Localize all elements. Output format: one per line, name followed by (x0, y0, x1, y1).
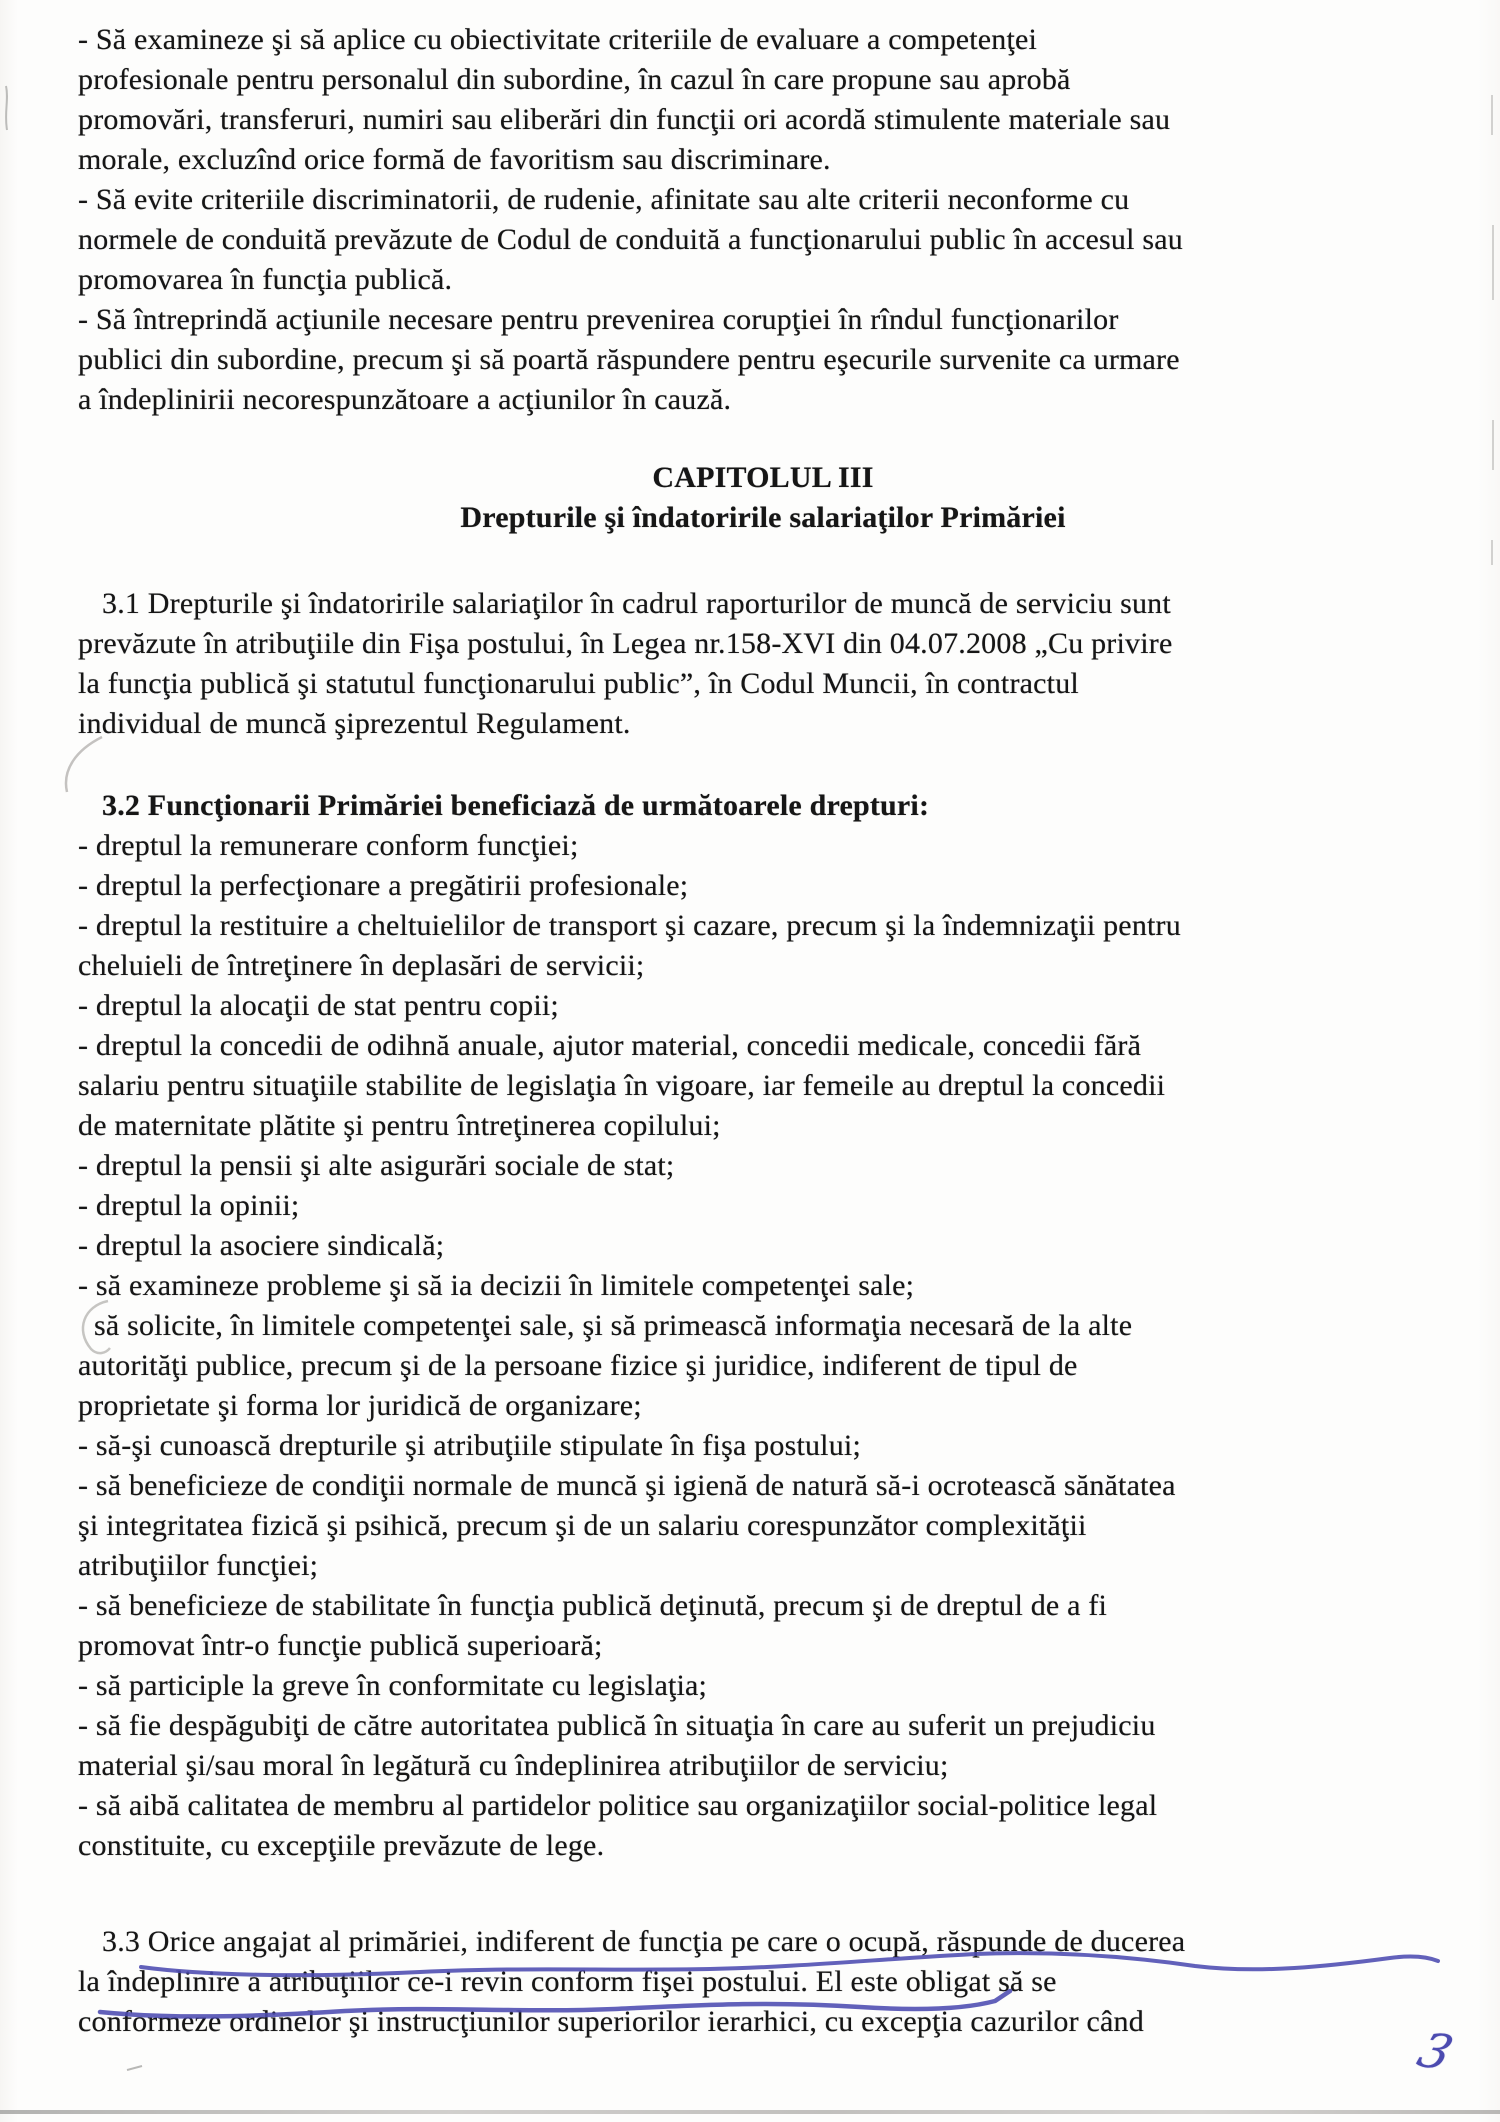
text-line: - dreptul la pensii şi alte asigurări sociale de stat; (78, 1149, 675, 1182)
text-line: - Să întreprindă acţiunile necesare pentru prevenirea corupţiei în rîndul funcţionarilor (78, 303, 1119, 336)
handwritten-page-number: 3 (1410, 2022, 1460, 2082)
text-line: promovat într-o funcţie publică superioară; (78, 1629, 603, 1662)
duties-list (78, 20, 1448, 420)
text-line: - să aibă calitatea de membru al partidelor politice sau organizaţiilor social-politice legal (78, 1789, 1158, 1822)
text-line: - să participle la greve în conformitate cu legislaţia; (78, 1669, 708, 1702)
text-line: cheluieli de întreţinere în deplasări de servicii; (78, 949, 645, 982)
scan-artifact-right-edge (1492, 95, 1493, 565)
text-line: normele de conduită prevăzute de Codul de conduită a funcţionarului public în accesul sau (78, 223, 1183, 256)
text-line: - dreptul la perfecţionare a pregătirii profesionale; (78, 869, 689, 902)
text-line: - dreptul la asociere sindicală; (78, 1229, 445, 1262)
text-line: conformeze ordinelor şi instrucţiunilor superiorilor ierarhici, cu excepţia cazurilor când (78, 2005, 1144, 2038)
text-line: - să beneficieze de condiţii normale de muncă şi igienă de natură să-i ocrotească sănătatea (78, 1469, 1176, 1502)
text-line: - Să examineze şi să aplice cu obiectivitate criteriile de evaluare a competenţei (78, 23, 1038, 56)
text-line: - să fie despăgubiţi de către autoritatea publică în situaţia în care au suferit un prejudiciu (78, 1709, 1156, 1742)
chapter-heading (78, 458, 1448, 538)
text-line: - să examineze probleme şi să ia decizii în limitele competenţei sale; (78, 1269, 915, 1302)
scan-edge-line (0, 2110, 1500, 2114)
text-line: - dreptul la remunerare conform funcţiei; (78, 829, 579, 862)
rights-list (78, 826, 1448, 1866)
text-line: - dreptul la opinii; (78, 1189, 300, 1222)
para-3-1 (78, 584, 1448, 744)
text-line: la îndeplinire a atribuţiilor ce-i revin conform fişei postului. El este obligat să se (78, 1965, 1057, 1998)
text-line: atribuţiilor funcţiei; (78, 1549, 319, 1582)
text-line: Drepturile şi îndatoririle salariaţilor Primăriei (460, 501, 1066, 534)
text-line: publici din subordine, precum şi să poartă răspundere pentru eşecurile survenite ca urmare (78, 343, 1180, 376)
text-line: 3.2 Funcţionarii Primăriei beneficiază de următoarele drepturi: (102, 789, 930, 822)
text-line: să solicite, în limitele competenţei sale, şi să primească informaţia necesară de la alte (94, 1309, 1133, 1342)
text-line: a îndeplinirii necorespunzătoare a acţiunilor în cauză. (78, 383, 732, 416)
text-line: proprietate şi forma lor juridică de organizare; (78, 1389, 642, 1422)
text-line: salariu pentru situaţiile stabilite de legislaţia în vigoare, iar femeile au dreptul la concedii (78, 1069, 1166, 1102)
scan-artifact-left-edge (6, 86, 7, 130)
text-line: - să-şi cunoască drepturile şi atribuţiile stipulate în fişa postului; (78, 1429, 861, 1462)
heading-3-2 (78, 786, 1448, 826)
text-line: autorităţi publice, precum şi de la persoane fizice şi juridice, indiferent de tipul de (78, 1349, 1078, 1382)
text-line: CAPITOLUL III (652, 461, 874, 494)
text-line: promovări, transferuri, numiri sau eliberări din funcţii ori acordă stimulente materiale sau (78, 103, 1171, 136)
scan-artifact-bottom-tick (127, 2066, 142, 2070)
text-line: individual de muncă şiprezentul Regulament. (78, 707, 631, 740)
text-line: constituite, cu excepţiile prevăzute de lege. (78, 1829, 605, 1862)
text-line: şi integritatea fizică şi psihică, precum şi de un salariu corespunzător complexităţii (78, 1509, 1087, 1542)
text-line: - dreptul la restituire a cheltuielilor de transport şi cazare, precum şi la îndemnizaţii pentru (78, 909, 1181, 942)
text-line: - dreptul la concedii de odihnă anuale, ajutor material, concedii medicale, concedii fără (78, 1029, 1142, 1062)
text-line: prevăzute în atribuţiile din Fişa postului, în Legea nr.158-XVI din 04.07.2008 „Cu privire (78, 627, 1173, 660)
text-line: 3.3 Orice angajat al primăriei, indiferent de funcţia pe care o ocupă, răspunde de ducerea (102, 1925, 1186, 1958)
text-line: - dreptul la alocaţii de stat pentru copii; (78, 989, 559, 1022)
text-line: morale, excluzînd orice formă de favoritism sau discriminare. (78, 143, 831, 176)
text-line: profesionale pentru personalul din subordine, în cazul în care propune sau aprobă (78, 63, 1071, 96)
text-line: la funcţia publică şi statutul funcţionarului public”, în Codul Muncii, în contractul (78, 667, 1079, 700)
text-line: promovarea în funcţia publică. (78, 263, 453, 296)
text-line: - Să evite criteriile discriminatorii, de rudenie, afinitate sau alte criterii neconforme cu (78, 183, 1130, 216)
text-line: 3.1 Drepturile şi îndatoririle salariaţilor în cadrul raporturilor de muncă de serviciu sunt (102, 587, 1171, 620)
text-line: - să beneficieze de stabilitate în funcţia publică deţinută, precum şi de dreptul de a fi (78, 1589, 1108, 1622)
text-line: material şi/sau moral în legătură cu îndeplinirea atribuţiilor de serviciu; (78, 1749, 949, 1782)
document-text (78, 20, 1448, 2042)
text-line: de maternitate plătite şi pentru întreţinerea copilului; (78, 1109, 721, 1142)
para-3-3 (78, 1922, 1448, 2042)
